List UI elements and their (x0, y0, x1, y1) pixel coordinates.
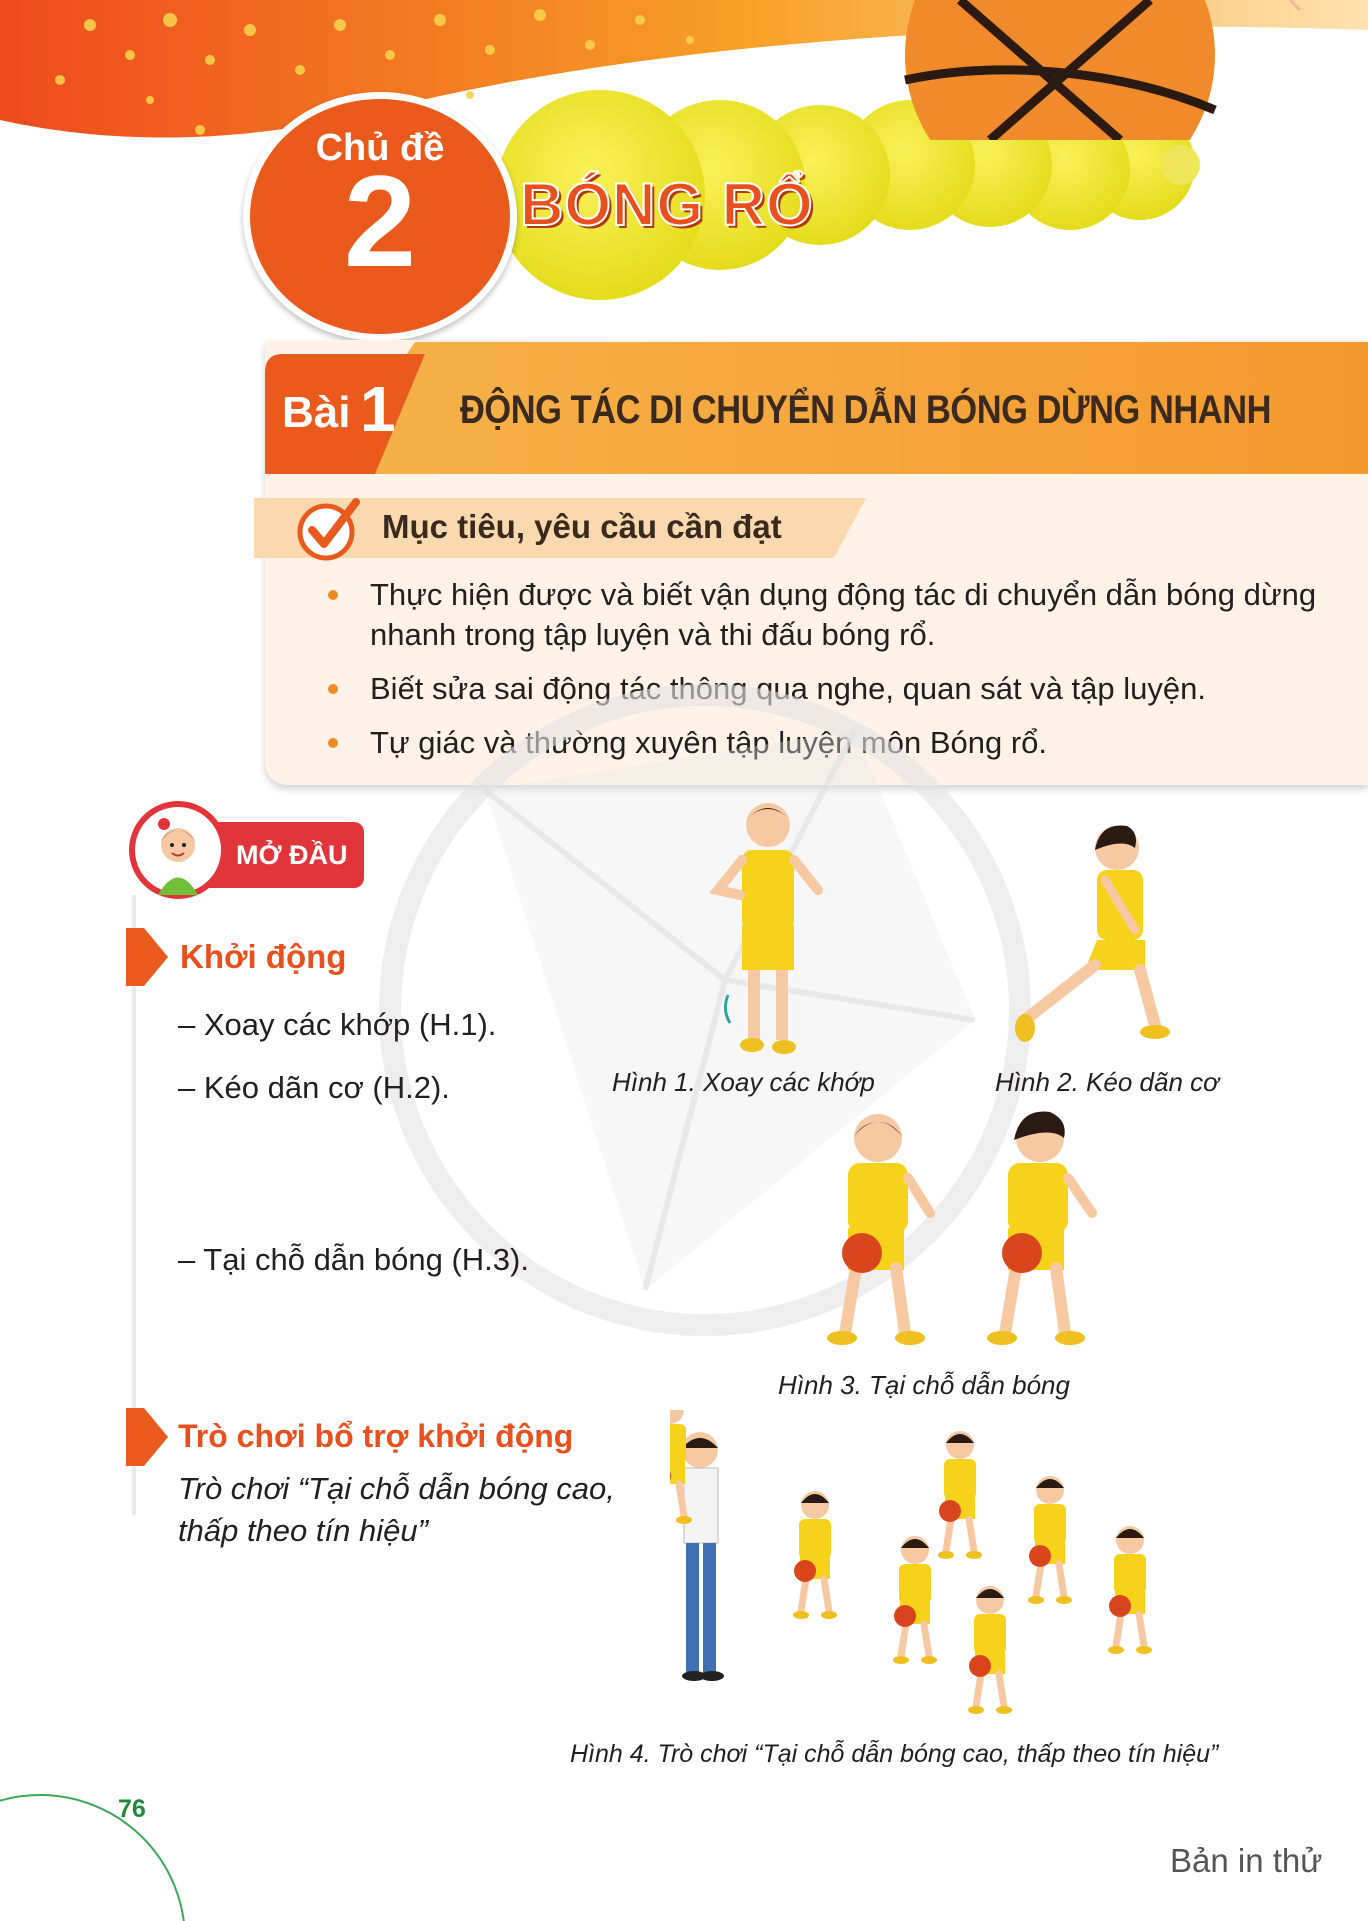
objective-item: Tự giác và thường xuyên tập luyện môn Bóng rổ. (320, 723, 1330, 763)
objective-item: Biết sửa sai động tác thông qua nghe, quan sát và tập luyện. (320, 669, 1330, 709)
warmup-item: – Kéo dãn cơ (H.2). (178, 1070, 450, 1105)
warmup-heading: Khởi động (180, 938, 347, 975)
print-note: Bản in thử (1170, 1842, 1323, 1879)
lesson-label: Bài (282, 388, 351, 437)
checkmark-icon (294, 494, 366, 562)
topic-label: Chủ đề (315, 127, 445, 169)
warmup-item: – Tại chỗ dẫn bóng (H.3). (178, 1242, 529, 1277)
objective-item: Thực hiện được và biết vận dụng động tác di chuyển dẫn bóng dừng nhanh trong tập luyện và thi đấu bóng rổ. (320, 575, 1330, 655)
figure-1-caption: Hình 1. Xoay các khớp (612, 1067, 875, 1097)
game-description: Trò chơi “Tại chỗ dẫn bóng cao, thấp theo tín hiệu” (178, 1471, 615, 1548)
lesson-number: 1 (360, 373, 396, 445)
figure-3-illustration (800, 1108, 1110, 1348)
figure-4-caption: Hình 4. Trò chơi “Tại chỗ dẫn bóng cao, thấp theo tín hiệu” (570, 1740, 1219, 1768)
figure-4-illustration (670, 1410, 1190, 1730)
section-marker-icon (126, 1408, 168, 1466)
topic-number: 2 (343, 148, 417, 294)
section-marker-icon (126, 928, 168, 986)
figure-2-caption: Hình 2. Kéo dãn cơ (995, 1067, 1219, 1097)
warmup-item: – Xoay các khớp (H.1). (178, 1007, 497, 1042)
figure-2-illustration (1005, 820, 1175, 1055)
page-corner-arc (0, 1770, 200, 1921)
page-number: 76 (118, 1795, 146, 1823)
game-heading: Trò chơi bổ trợ khởi động (178, 1418, 574, 1454)
topic-badge (243, 92, 517, 341)
lesson-title: ĐỘNG TÁC DI CHUYỂN DẪN BÓNG DỪNG NHANH (460, 388, 1272, 432)
intro-badge-label: MỞ ĐẦU (236, 840, 348, 870)
figure-1-illustration (700, 795, 830, 1060)
topic-title: BÓNG RỔ (520, 171, 814, 238)
girl-avatar-icon (128, 800, 228, 900)
header-background (0, 0, 1368, 300)
objectives-heading: Mục tiêu, yêu cầu cần đạt (382, 508, 782, 545)
figure-3-caption: Hình 3. Tại chỗ dẫn bóng (778, 1370, 1070, 1400)
